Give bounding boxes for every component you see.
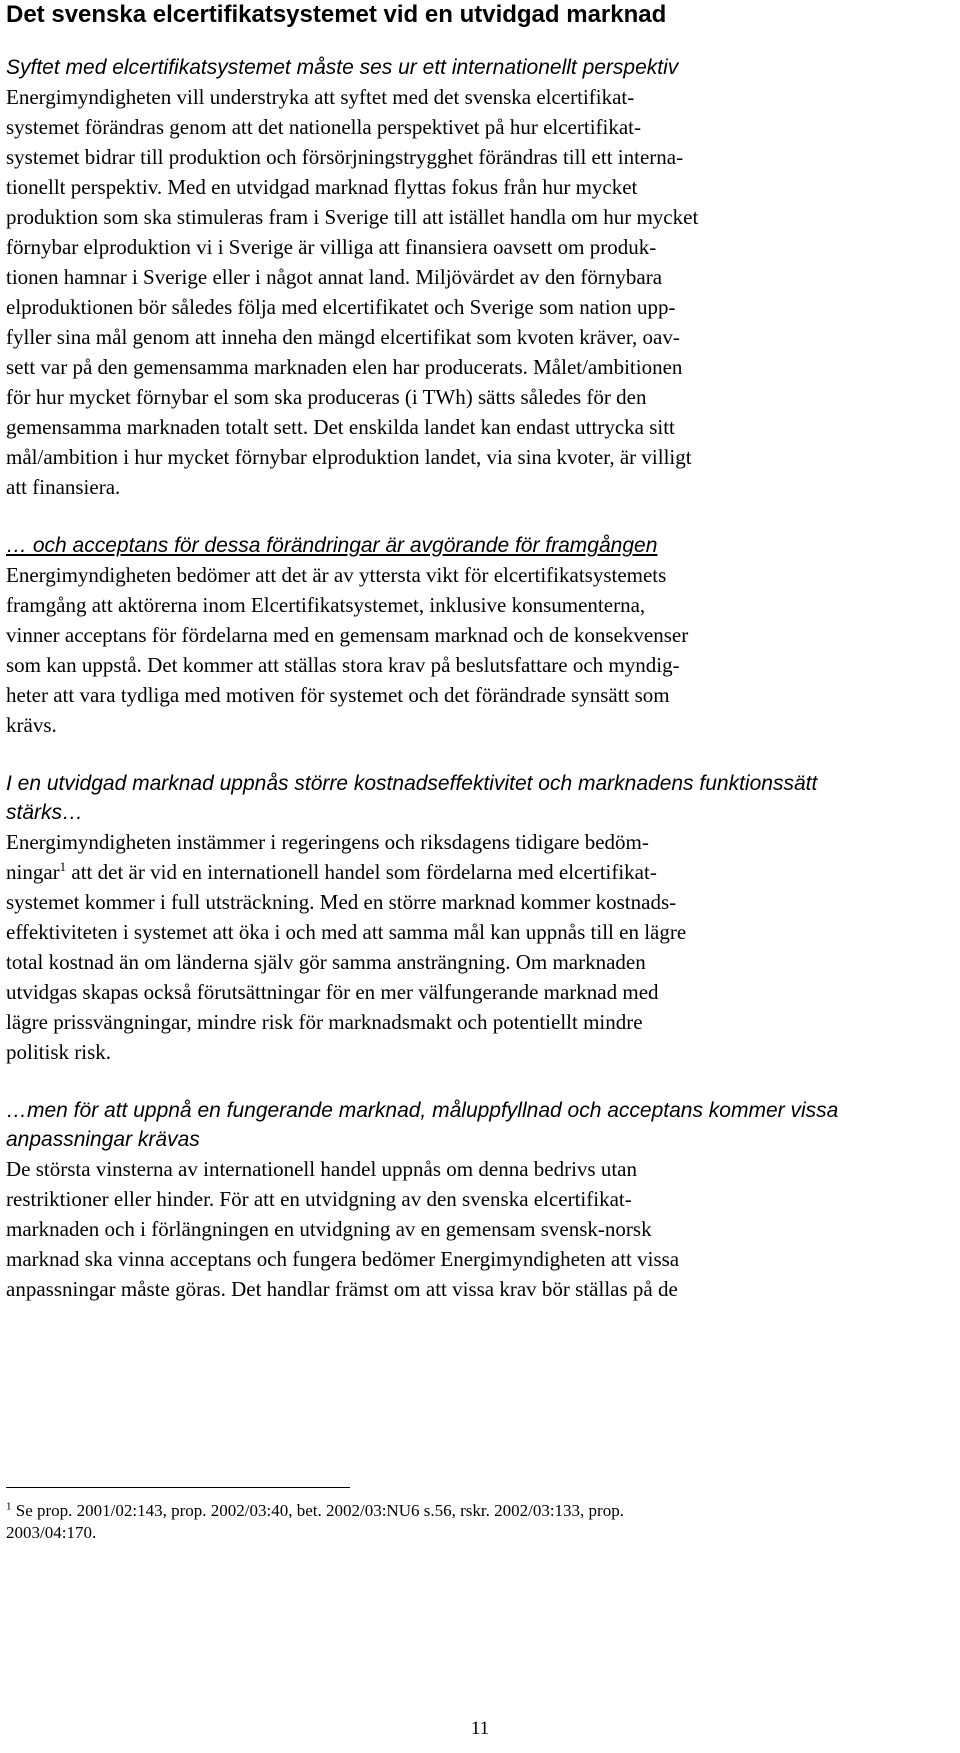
- footnote: [6, 1500, 906, 1544]
- document-title: Det svenska elcertifikatsystemet vid en utvidgad marknad: [6, 1, 667, 28]
- footnote-mark: 1: [6, 1500, 12, 1513]
- section-3-heading: I en utvidgad marknad uppnås större kostnadseffektivitet och marknadens funktionssätt stärks…: [6, 772, 818, 824]
- section-3-body-before-note: Energimyndigheten instämmer i regeringens och riksdagens tidigare bedöm- ningar: [6, 830, 649, 884]
- document-page: [6, 0, 956, 1304]
- section-3-body: [6, 827, 956, 1067]
- section-2-body: Energimyndigheten bedömer att det är av yttersta vikt för elcertifikatsystemets framgång att aktörerna inom Elcertifikatsystemet, inklusive konsumenterna, vinner acceptans för fördelarna med en gemensam marknad och de konsekvenser som kan uppstå. Det kommer att ställas stora krav på beslutsfattare och myndig- heter att vara tydliga med motiven för systemet och det förändrade synsätt som krävs.: [6, 563, 689, 737]
- footnote-text: Se prop. 2001/02:143, prop. 2002/03:40, bet. 2002/03:NU6 s.56, rskr. 2002/03:133, prop. 2003/04:170.: [6, 1501, 624, 1542]
- section-2-heading: … och acceptans för dessa förändringar är avgörande för framgången: [6, 534, 658, 557]
- page-number: 11: [470, 1718, 490, 1739]
- section-4-body: De största vinsterna av internationell handel uppnås om denna bedrivs utan restriktioner eller hinder. För att en utvidgning av den svenska elcertifikat- marknaden och i förlängningen en utvidgning av en gemensam svensk-norsk marknad ska vinna acceptans och fungera bedömer Energimyndigheten att vissa anpassningar måste göras. Det handlar främst om att vissa krav bör ställas på de: [6, 1157, 680, 1301]
- footnote-reference[interactable]: 1: [59, 859, 67, 874]
- section-1-body: Energimyndigheten vill understryka att syftet med det svenska elcertifikat- systemet förändras genom att det nationella perspektivet på hur elcertifikat- systemet bidrar till produktion och försörjningstrygghet förändras till ett interna- tionellt perspektiv. Med en utvidgad marknad flyttas fokus från hur mycket produktion som ska stimuleras fram i Sverige till att istället handla om hur mycket förnybar elproduktion vi i Sverige är villiga att finansiera oavsett om produk- tionen hamnar i Sverige eller i något annat land. Miljövärdet av den förnybara elproduktionen bör således följa med elcertifikatet och Sverige som nation upp- fyller sina mål genom att inneha den mängd elcertifikat som kvoten kräver, oav- sett var på den gemensamma marknaden elen har producerats. Målet/ambitionen för hur mycket förnybar el som ska produceras (i TWh) sätts således för den gemensamma marknaden totalt sett. Det enskilda landet kan endast uttrycka sitt mål/ambition i hur mycket förnybar elproduktion landet, via sina kvoter, är villigt att finansiera.: [6, 85, 699, 499]
- footnote-separator: [6, 1487, 350, 1488]
- section-3-body-after-note: att det är vid en internationell handel som fördelarna med elcertifikat- systemet kommer i full utsträckning. Med en större marknad kommer kostnads- effektiviteten i systemet att öka i och med att samma mål kan uppnås till en lägre total kostnad än om länderna själv gör samma ansträngning. Om marknaden utvidgas skapas också förutsättningar för en mer välfungerande marknad med lägre prissvängningar, mindre risk för marknadsmakt och potentiellt mindre politisk risk.: [6, 860, 687, 1064]
- section-4-heading: …men för att uppnå en fungerande marknad, måluppfyllnad och acceptans kommer vissa anpassningar krävas: [6, 1099, 839, 1151]
- section-1-heading: Syftet med elcertifikatsystemet måste ses ur ett internationellt perspektiv: [6, 56, 679, 79]
